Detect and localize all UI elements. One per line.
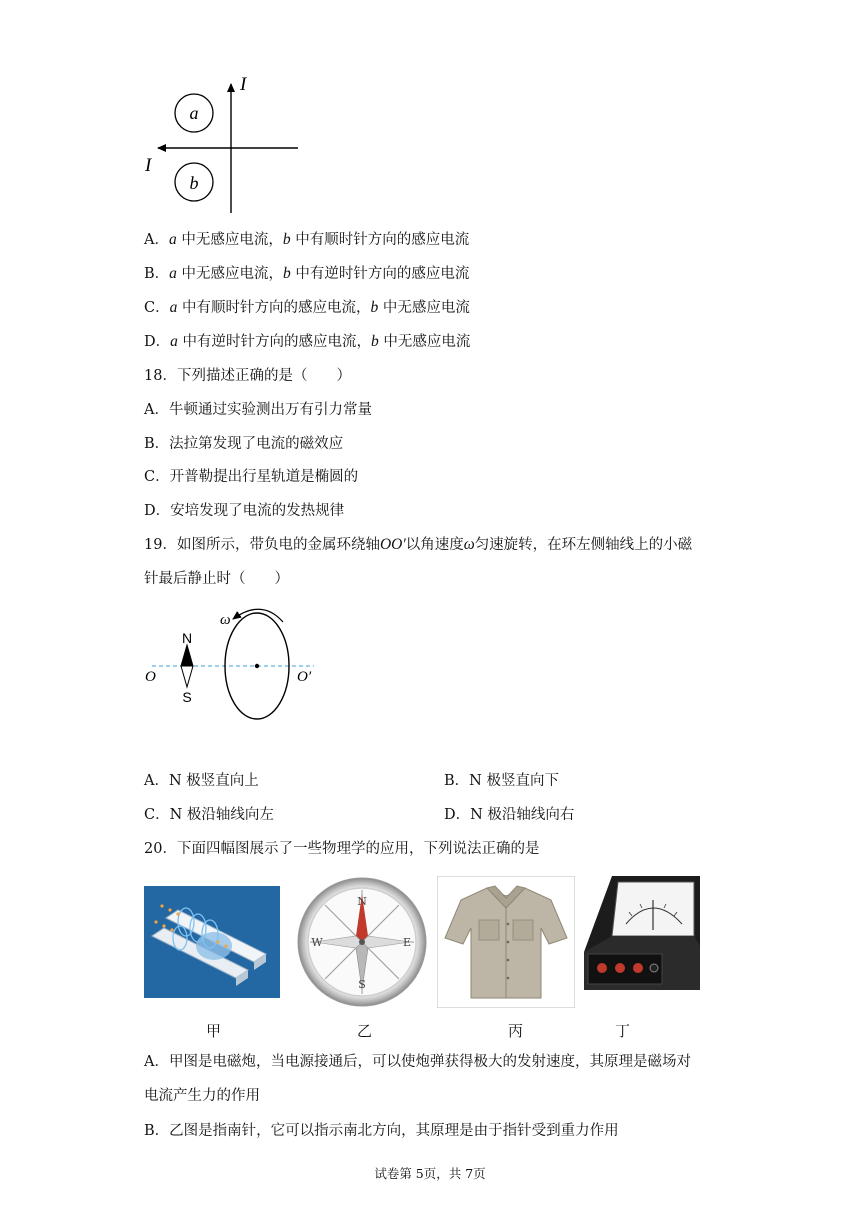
axis-o-label: O	[145, 669, 156, 685]
two-loops-figure	[140, 70, 310, 220]
caption-yi: 乙	[357, 1022, 373, 1040]
q18-option-a: A．牛顿通过实验测出万有引力常量	[144, 402, 372, 418]
q19-stem-line2: 针最后静止时（ ）	[144, 571, 289, 587]
q18-option-b: B．法拉第发现了电流的磁效应	[144, 436, 344, 452]
q19-option-b: B．N 极竖直向下	[444, 773, 559, 789]
axis-o-prime-label: O′	[297, 669, 312, 685]
needle-south	[181, 666, 193, 687]
q18-option-c: C．开普勒提出行星轨道是椭圆的	[144, 469, 359, 485]
caption-bing: 丙	[508, 1022, 524, 1040]
q20-option-a-line2: 电流产生力的作用	[144, 1088, 260, 1104]
page-footer: 试卷第 5页，共 7页	[374, 1166, 486, 1181]
compass-e: E	[402, 936, 412, 949]
meter-image	[582, 872, 704, 1010]
q17-option-a: A．a 中无感应电流，b 中有顺时针方向的感应电流	[144, 231, 470, 248]
q19-stem: 19．如图所示，带负电的金属环绕轴OO′以角速度ω匀速旋转，在环左侧轴线上的小磁	[144, 536, 693, 553]
compass-n: N	[357, 895, 367, 908]
compass-s: S	[358, 978, 366, 991]
loop-a-label: a	[189, 103, 199, 123]
needle-n-label: N	[181, 630, 193, 646]
q18-stem: 18．下列描述正确的是（ ）	[144, 368, 351, 384]
q19-option-c: C．N 极沿轴线向左	[144, 807, 274, 823]
q18-option-d: D．安培发现了电流的发热规律	[144, 503, 345, 519]
needle-north	[181, 645, 193, 666]
needle-s-label: S	[182, 689, 192, 705]
compass-w: W	[311, 936, 323, 949]
railgun-image	[144, 886, 280, 998]
q19-option-a: A．N 极竖直向上	[144, 773, 259, 789]
ring-compass-figure	[140, 600, 330, 725]
omega-label: ω	[220, 612, 231, 628]
q17-option-b: B．a 中无感应电流，b 中有逆时针方向的感应电流	[144, 265, 470, 282]
current-label-horizontal: I	[145, 155, 152, 176]
caption-jia: 甲	[206, 1022, 222, 1040]
ring-center	[255, 664, 259, 668]
caption-ding: 丁	[615, 1022, 631, 1040]
q20-stem: 20．下面四幅图展示了一些物理学的应用，下列说法正确的是	[144, 841, 540, 857]
q20-option-a-line1: A．甲图是电磁炮，当电源接通后，可以使炮弹获得极大的发射速度，其原理是磁场对	[144, 1054, 691, 1070]
q19-option-d: D．N 极沿轴线向右	[444, 807, 575, 823]
shirt-image	[437, 876, 575, 1008]
q17-option-c: C．a 中有顺时针方向的感应电流，b 中无感应电流	[144, 299, 470, 316]
q20-option-b: B．乙图是指南针，它可以指示南北方向，其原理是由于指针受到重力作用	[144, 1123, 619, 1139]
q17-option-d: D．a 中有逆时针方向的感应电流，b 中无感应电流	[144, 333, 471, 350]
current-label-vertical: I	[240, 74, 247, 95]
compass-image	[295, 876, 429, 1008]
loop-b-label: b	[189, 173, 199, 193]
